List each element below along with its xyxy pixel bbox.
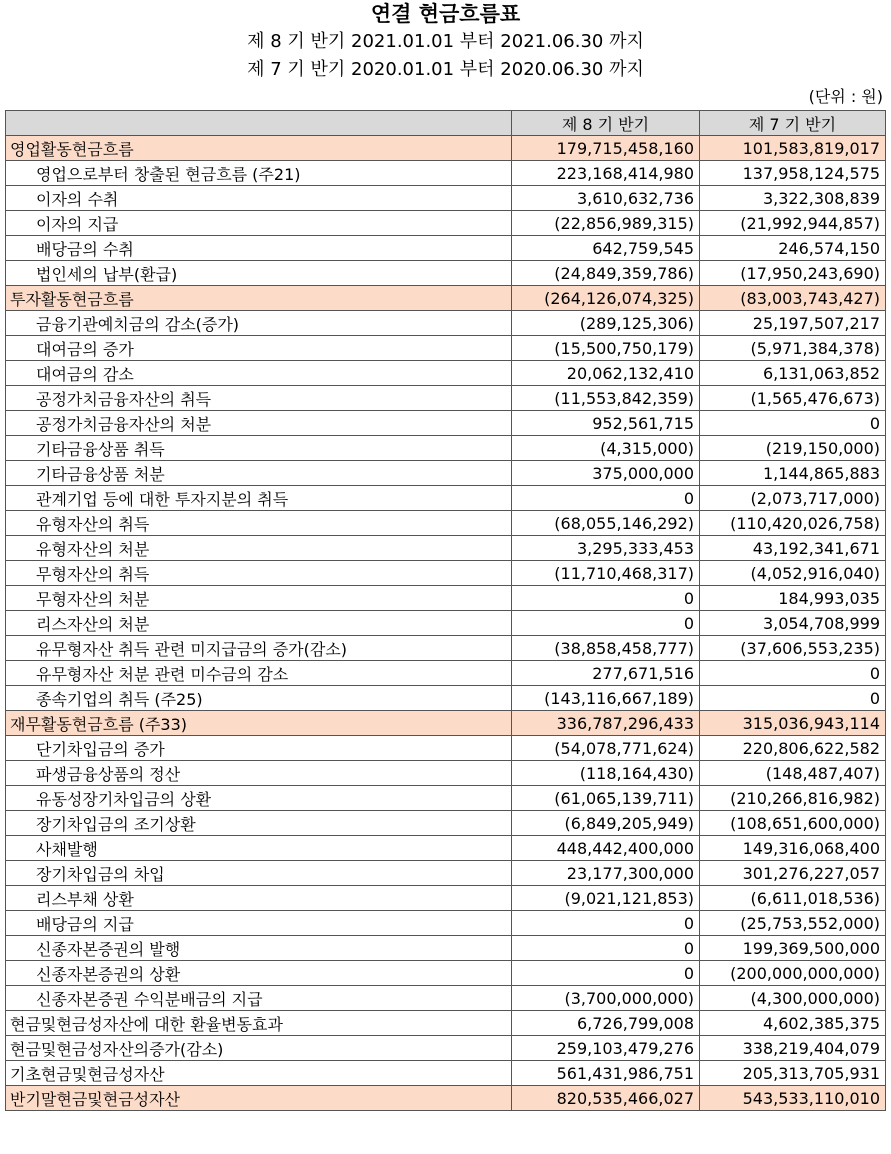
row-label: 무형자산의 취득 [6, 561, 512, 586]
row-label: 유형자산의 취득 [6, 511, 512, 536]
table-row [6, 936, 886, 961]
row-label: 파생금융상품의 정산 [6, 761, 512, 786]
row-current-value: (61,065,139,711) [512, 786, 700, 811]
table-row [6, 1061, 886, 1086]
row-prior-value: 149,316,068,400 [700, 836, 886, 861]
row-label: 무형자산의 처분 [6, 586, 512, 611]
row-prior-value: 338,219,404,079 [700, 1036, 886, 1061]
table-header-row [6, 111, 886, 136]
row-label: 공정가치금융자산의 취득 [6, 386, 512, 411]
table-row [6, 286, 886, 311]
row-prior-value: 101,583,819,017 [700, 136, 886, 161]
table-row [6, 561, 886, 586]
row-current-value: (22,856,989,315) [512, 211, 700, 236]
row-prior-value: (219,150,000) [700, 436, 886, 461]
table-row [6, 386, 886, 411]
row-label: 종속기업의 취득 (주25) [6, 686, 512, 711]
table-row [6, 861, 886, 886]
row-current-value: 448,442,400,000 [512, 836, 700, 861]
row-prior-value: 0 [700, 686, 886, 711]
header-prior-period: 제 7 기 반기 [700, 111, 886, 136]
row-current-value: (264,126,074,325) [512, 286, 700, 311]
table-row [6, 1011, 886, 1036]
row-prior-value: (210,266,816,982) [700, 786, 886, 811]
row-current-value: (143,116,667,189) [512, 686, 700, 711]
row-label: 법인세의 납부(환급) [6, 261, 512, 286]
row-label: 유무형자산 처분 관련 미수금의 감소 [6, 661, 512, 686]
row-prior-value: (37,606,553,235) [700, 636, 886, 661]
row-prior-value: (6,611,018,536) [700, 886, 886, 911]
row-current-value: (4,315,000) [512, 436, 700, 461]
row-prior-value: 199,369,500,000 [700, 936, 886, 961]
table-row [6, 211, 886, 236]
row-current-value: 375,000,000 [512, 461, 700, 486]
row-prior-value: (83,003,743,427) [700, 286, 886, 311]
row-label: 투자활동현금흐름 [6, 286, 512, 311]
row-prior-value: 205,313,705,931 [700, 1061, 886, 1086]
row-label: 반기말현금및현금성자산 [6, 1086, 512, 1111]
row-current-value: (11,710,468,317) [512, 561, 700, 586]
row-label: 이자의 지급 [6, 211, 512, 236]
row-label: 유무형자산 취득 관련 미지급금의 증가(감소) [6, 636, 512, 661]
table-row [6, 136, 886, 161]
row-prior-value: 3,322,308,839 [700, 186, 886, 211]
table-row [6, 736, 886, 761]
header-current-period: 제 8 기 반기 [512, 111, 700, 136]
row-current-value: 0 [512, 961, 700, 986]
period-current: 제 8 기 반기 2021.01.01 부터 2021.06.30 까지 [247, 31, 644, 52]
table-row [6, 186, 886, 211]
table-row [6, 811, 886, 836]
header-label [6, 111, 512, 136]
row-current-value: (24,849,359,786) [512, 261, 700, 286]
table-row [6, 311, 886, 336]
table-row [6, 536, 886, 561]
row-current-value: 223,168,414,980 [512, 161, 700, 186]
row-label: 영업으로부터 창출된 현금흐름 (주21) [6, 161, 512, 186]
table-row [6, 1036, 886, 1061]
row-current-value: (38,858,458,777) [512, 636, 700, 661]
row-current-value: (289,125,306) [512, 311, 700, 336]
row-label: 대여금의 감소 [6, 361, 512, 386]
table-row [6, 336, 886, 361]
row-current-value: 20,062,132,410 [512, 361, 700, 386]
table-row [6, 236, 886, 261]
table-row [6, 461, 886, 486]
table-row [6, 836, 886, 861]
row-prior-value: 315,036,943,114 [700, 711, 886, 736]
table-row [6, 486, 886, 511]
row-label: 이자의 수취 [6, 186, 512, 211]
table-row [6, 761, 886, 786]
table-row [6, 411, 886, 436]
row-current-value: (6,849,205,949) [512, 811, 700, 836]
row-current-value: (9,021,121,853) [512, 886, 700, 911]
row-label: 기초현금및현금성자산 [6, 1061, 512, 1086]
row-current-value: 0 [512, 486, 700, 511]
row-label: 신종자본증권의 상환 [6, 961, 512, 986]
row-current-value: 259,103,479,276 [512, 1036, 700, 1061]
row-label: 신종자본증권 수익분배금의 지급 [6, 986, 512, 1011]
row-label: 유동성장기차입금의 상환 [6, 786, 512, 811]
row-prior-value: (2,073,717,000) [700, 486, 886, 511]
table-row [6, 886, 886, 911]
row-label: 재무활동현금흐름 (주33) [6, 711, 512, 736]
row-prior-value: 137,958,124,575 [700, 161, 886, 186]
row-label: 장기차입금의 조기상환 [6, 811, 512, 836]
row-current-value: 336,787,296,433 [512, 711, 700, 736]
row-prior-value: 4,602,385,375 [700, 1011, 886, 1036]
row-current-value: 277,671,516 [512, 661, 700, 686]
row-label: 대여금의 증가 [6, 336, 512, 361]
row-current-value: 179,715,458,160 [512, 136, 700, 161]
statement-title: 연결 현금흐름표 [370, 1, 521, 26]
row-prior-value: 220,806,622,582 [700, 736, 886, 761]
table-row [6, 161, 886, 186]
row-prior-value: 43,192,341,671 [700, 536, 886, 561]
row-current-value: (54,078,771,624) [512, 736, 700, 761]
row-label: 단기차입금의 증가 [6, 736, 512, 761]
row-label: 리스자산의 처분 [6, 611, 512, 636]
row-label: 유형자산의 처분 [6, 536, 512, 561]
table-row [6, 711, 886, 736]
row-prior-value: (108,651,600,000) [700, 811, 886, 836]
row-current-value: 561,431,986,751 [512, 1061, 700, 1086]
row-prior-value: 1,144,865,883 [700, 461, 886, 486]
row-prior-value: 0 [700, 661, 886, 686]
table-row [6, 636, 886, 661]
period-prior: 제 7 기 반기 2020.01.01 부터 2020.06.30 까지 [247, 59, 644, 80]
row-prior-value: (110,420,026,758) [700, 511, 886, 536]
table-row [6, 986, 886, 1011]
row-current-value: 0 [512, 586, 700, 611]
row-prior-value: 6,131,063,852 [700, 361, 886, 386]
row-current-value: 642,759,545 [512, 236, 700, 261]
table-row [6, 361, 886, 386]
row-prior-value: 3,054,708,999 [700, 611, 886, 636]
table-row [6, 686, 886, 711]
row-current-value: (118,164,430) [512, 761, 700, 786]
row-current-value: 820,535,466,027 [512, 1086, 700, 1111]
row-label: 기타금융상품 처분 [6, 461, 512, 486]
table-row [6, 586, 886, 611]
table-row [6, 611, 886, 636]
table-row [6, 911, 886, 936]
row-prior-value: 301,276,227,057 [700, 861, 886, 886]
row-label: 리스부채 상환 [6, 886, 512, 911]
row-prior-value: (4,052,916,040) [700, 561, 886, 586]
row-label: 현금및현금성자산에 대한 환율변동효과 [6, 1011, 512, 1036]
row-label: 금융기관예치금의 감소(증가) [6, 311, 512, 336]
row-current-value: (68,055,146,292) [512, 511, 700, 536]
table-row [6, 661, 886, 686]
row-prior-value: (148,487,407) [700, 761, 886, 786]
row-current-value: 23,177,300,000 [512, 861, 700, 886]
table-row [6, 511, 886, 536]
row-label: 관계기업 등에 대한 투자지분의 취득 [6, 486, 512, 511]
row-label: 공정가치금융자산의 처분 [6, 411, 512, 436]
row-prior-value: (200,000,000,000) [700, 961, 886, 986]
row-label: 기타금융상품 취득 [6, 436, 512, 461]
row-label: 현금및현금성자산의증가(감소) [6, 1036, 512, 1061]
row-prior-value: 0 [700, 411, 886, 436]
unit-note: (단위 : 원) [808, 87, 883, 106]
row-prior-value: 543,533,110,010 [700, 1086, 886, 1111]
row-prior-value: (17,950,243,690) [700, 261, 886, 286]
row-prior-value: 25,197,507,217 [700, 311, 886, 336]
row-current-value: 3,610,632,736 [512, 186, 700, 211]
row-current-value: (11,553,842,359) [512, 386, 700, 411]
row-prior-value: (4,300,000,000) [700, 986, 886, 1011]
row-current-value: 952,561,715 [512, 411, 700, 436]
row-prior-value: (21,992,944,857) [700, 211, 886, 236]
table-row [6, 436, 886, 461]
cash-flow-table [5, 110, 886, 1111]
row-prior-value: 184,993,035 [700, 586, 886, 611]
row-current-value: (15,500,750,179) [512, 336, 700, 361]
row-label: 배당금의 지급 [6, 911, 512, 936]
row-current-value: 3,295,333,453 [512, 536, 700, 561]
row-label: 영업활동현금흐름 [6, 136, 512, 161]
row-label: 장기차입금의 차입 [6, 861, 512, 886]
row-prior-value: (5,971,384,378) [700, 336, 886, 361]
row-current-value: 6,726,799,008 [512, 1011, 700, 1036]
row-current-value: (3,700,000,000) [512, 986, 700, 1011]
table-row [6, 1086, 886, 1111]
row-prior-value: 246,574,150 [700, 236, 886, 261]
table-row [6, 261, 886, 286]
table-row [6, 961, 886, 986]
row-label: 사채발행 [6, 836, 512, 861]
table-row [6, 786, 886, 811]
row-current-value: 0 [512, 911, 700, 936]
row-current-value: 0 [512, 611, 700, 636]
row-prior-value: (25,753,552,000) [700, 911, 886, 936]
row-label: 배당금의 수취 [6, 236, 512, 261]
row-current-value: 0 [512, 936, 700, 961]
row-label: 신종자본증권의 발행 [6, 936, 512, 961]
row-prior-value: (1,565,476,673) [700, 386, 886, 411]
